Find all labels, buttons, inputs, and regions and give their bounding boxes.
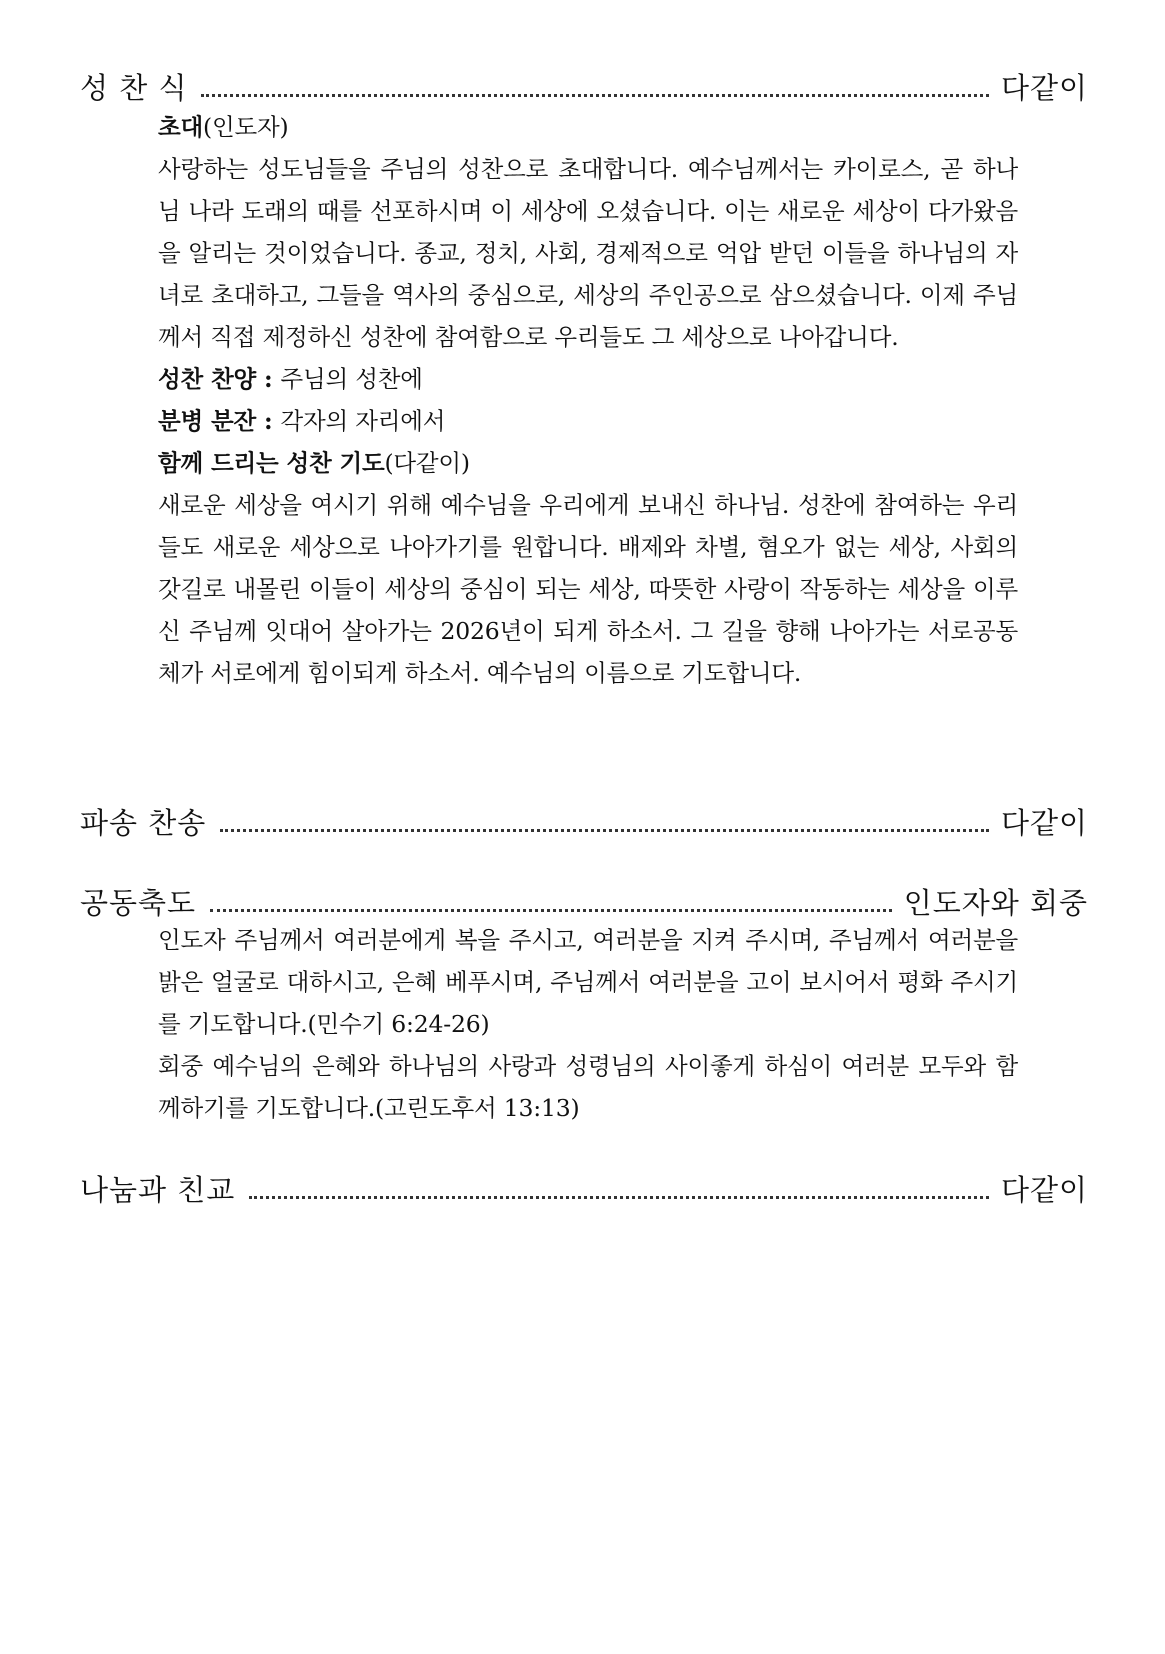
congregation-blessing-text: 회중 예수님의 은혜와 하나님의 사랑과 성령님의 사이좋게 하심이 여러분 모두와 함께하기를 기도합니다.(고린도후서 13:13) [158, 1052, 1018, 1122]
section-heading-fellowship [80, 1172, 1088, 1208]
section-title: 성 찬 식 [80, 71, 188, 105]
section-participant: 다같이 [1000, 806, 1088, 840]
prayer-heading [158, 442, 1018, 484]
section-participant: 인도자와 회중 [903, 886, 1088, 920]
hymn-value: 주님의 성찬에 [280, 365, 423, 393]
section-heading-benediction [80, 885, 1088, 921]
benediction-body [158, 919, 1018, 1129]
hymn-label: 성찬 찬양 : [158, 365, 281, 393]
dotted-leader [249, 1195, 989, 1199]
section-title: 파송 찬송 [80, 806, 207, 840]
section-heading-communion [80, 70, 1088, 106]
dotted-leader [201, 93, 988, 97]
invitation-text: 사랑하는 성도님들을 주님의 성찬으로 초대합니다. 예수님께서는 카이로스, 곧 하나님 나라 도래의 때를 선포하시며 이 세상에 오셨습니다. 이는 새로운 세상이 다가왔음을 알리는 것이었습니다. 종교, 정치, 사회, 경제적으로 억압 받던 이들을 하나님의 자녀로 초대하고, 그들을 역사의 중심으로, 세상의 주인공으로 삼으셨습니다. 이제 주님께서 직접 제정하신 성찬에 참여함으로 우리들도 그 세상으로 나아갑니다. [158, 155, 1018, 351]
section-participant: 다같이 [1000, 71, 1088, 105]
distribution-value: 각자의 자리에서 [280, 407, 446, 435]
hymn-line [158, 358, 1018, 400]
distribution-label: 분병 분잔 : [158, 407, 281, 435]
section-heading-sending-hymn [80, 805, 1088, 841]
section-participant: 다같이 [1000, 1173, 1088, 1207]
communion-body [158, 106, 1018, 694]
prayer-text: 새로운 세상을 여시기 위해 예수님을 우리에게 보내신 하나님. 성찬에 참여하는 우리들도 새로운 세상으로 나아가기를 원합니다. 배제와 차별, 혐오가 없는 세상, 사회의 갓길로 내몰린 이들이 세상의 중심이 되는 세상, 따뜻한 사랑이 작동하는 세상을 이루신 주님께 잇대어 살아가는 2026년이 되게 하소서. 그 길을 향해 나아가는 서로공동체가 서로에게 힘이되게 하소서. 예수님의 이름으로 기도합니다. [158, 491, 1018, 687]
dotted-leader [220, 828, 989, 832]
section-title: 공동축도 [80, 886, 197, 920]
section-title: 나눔과 친교 [80, 1173, 236, 1207]
leader-blessing-text: 인도자 주님께서 여러분에게 복을 주시고, 여러분을 지켜 주시며, 주님께서 여러분을 밝은 얼굴로 대하시고, 은혜 베푸시며, 주님께서 여러분을 고이 보시어서 평화 주시기를 기도합니다.(민수기 6:24-26) [158, 926, 1018, 1038]
distribution-line [158, 400, 1018, 442]
invitation-heading [158, 106, 1018, 148]
prayer-label: 함께 드리는 성찬 기도 [158, 449, 385, 477]
dotted-leader [210, 908, 892, 912]
invitation-role: (인도자) [203, 113, 289, 141]
invitation-label: 초대 [158, 113, 204, 141]
prayer-role: (다같이) [384, 449, 470, 477]
